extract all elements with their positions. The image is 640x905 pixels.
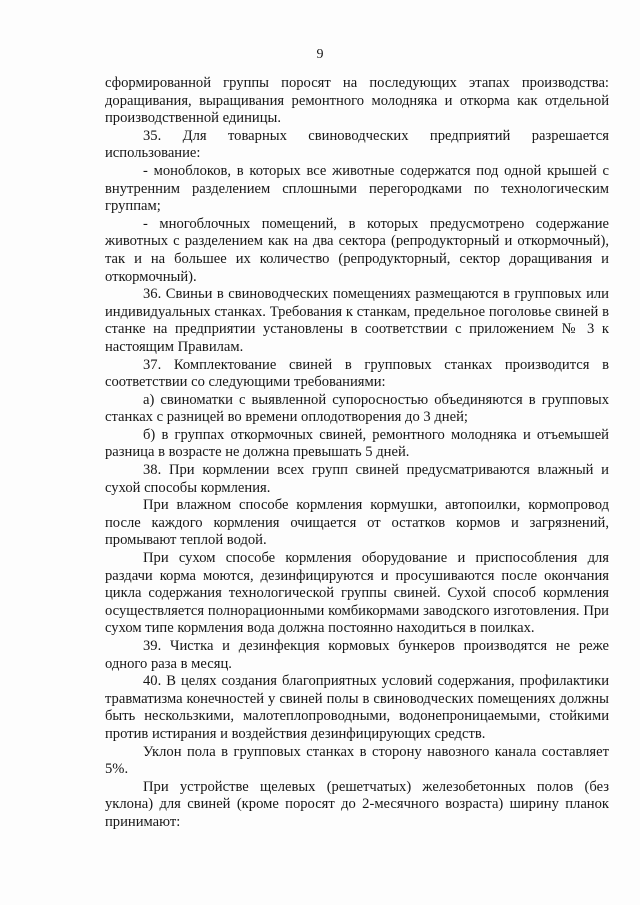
paragraph-37: 37. Комплектование свиней в групповых станках производится в соответствии со следующими требованиями: [105,356,609,391]
paragraph-40-slatted-floors: При устройстве щелевых (решетчатых) железобетонных полов (без уклона) для свиней (кроме поросят до 2-месячного возраста) ширину планок принимают: [105,778,609,830]
paragraph-36: 36. Свиньи в свиноводческих помещениях размещаются в групповых или индивидуальных станках. Требования к станкам, предельное поголовье свиней в станке на предприятии установлены в соответствии с приложением № 3 к настоящим Правилам. [105,286,609,355]
paragraph-38-dry-feeding: При сухом способе кормления оборудование и приспособления для раздачи корма моются, дезинфицируются и просушиваются после окончания цикла содержания технологической группы свиней. Сухой способ кормления осуществляется полнорационными комбикормами заводского изготовления. При сухом типе кормления вода должна постоянно находиться в поилках. [105,550,609,637]
paragraph-40-floor-slope: Уклон пола в групповых станках в сторону навозного канала составляет 5%. [105,743,609,778]
paragraph-37-b: б) в группах откормочных свиней, ремонтного молодняка и отъемышей разница в возрасте не должна превышать 5 дней. [105,426,609,461]
paragraph-35-multiblock: - многоблочных помещений, в которых предусмотрено содержание животных с разделением как на два сектора (репродукторный и откормочный), так и на большее их количество (репродукторный, сектор доращивания и откормочный). [105,215,609,285]
paragraph-35-monoblocks: - моноблоков, в которых все животные содержатся под одной крышей с внутренним разделением сплошными перегородками по технологическим группам; [105,162,609,215]
page-number: 9 [316,47,324,62]
paragraph-35: 35. Для товарных свиноводческих предприятий разрешается использование: [105,127,609,162]
paragraph-38-wet-feeding: При влажном способе кормления кормушки, автопоилки, кормопровод после каждого кормления очищается от остатков кормов и загрязнений, промывают теплой водой. [105,497,609,549]
paragraph-39: 39. Чистка и дезинфекция кормовых бункеров производятся не реже одного раза в месяц. [105,638,609,672]
paragraph-37-a: а) свиноматки с выявленной супоросностью объединяются в групповых станках с разницей во времени оплодотворения до 3 дней; [105,391,609,426]
paragraph-continuation: сформированной группы поросят на последующих этапах производства: доращивания, выращивания ремонтного молодняка и откорма как отдельной производственной единицы. [105,75,609,127]
paragraph-38: 38. При кормлении всех групп свиней предусматриваются влажный и сухой способы кормления. [105,462,609,496]
document-body [105,75,609,832]
paragraph-40: 40. В целях создания благоприятных условий содержания, профилактики травматизма конечностей у свиней полы в свиноводческих помещениях должны быть нескользкими, малотеплопроводными, водонепроницаемыми, стойкими против истирания и воздействия дезинфицирующих средств. [105,673,609,742]
